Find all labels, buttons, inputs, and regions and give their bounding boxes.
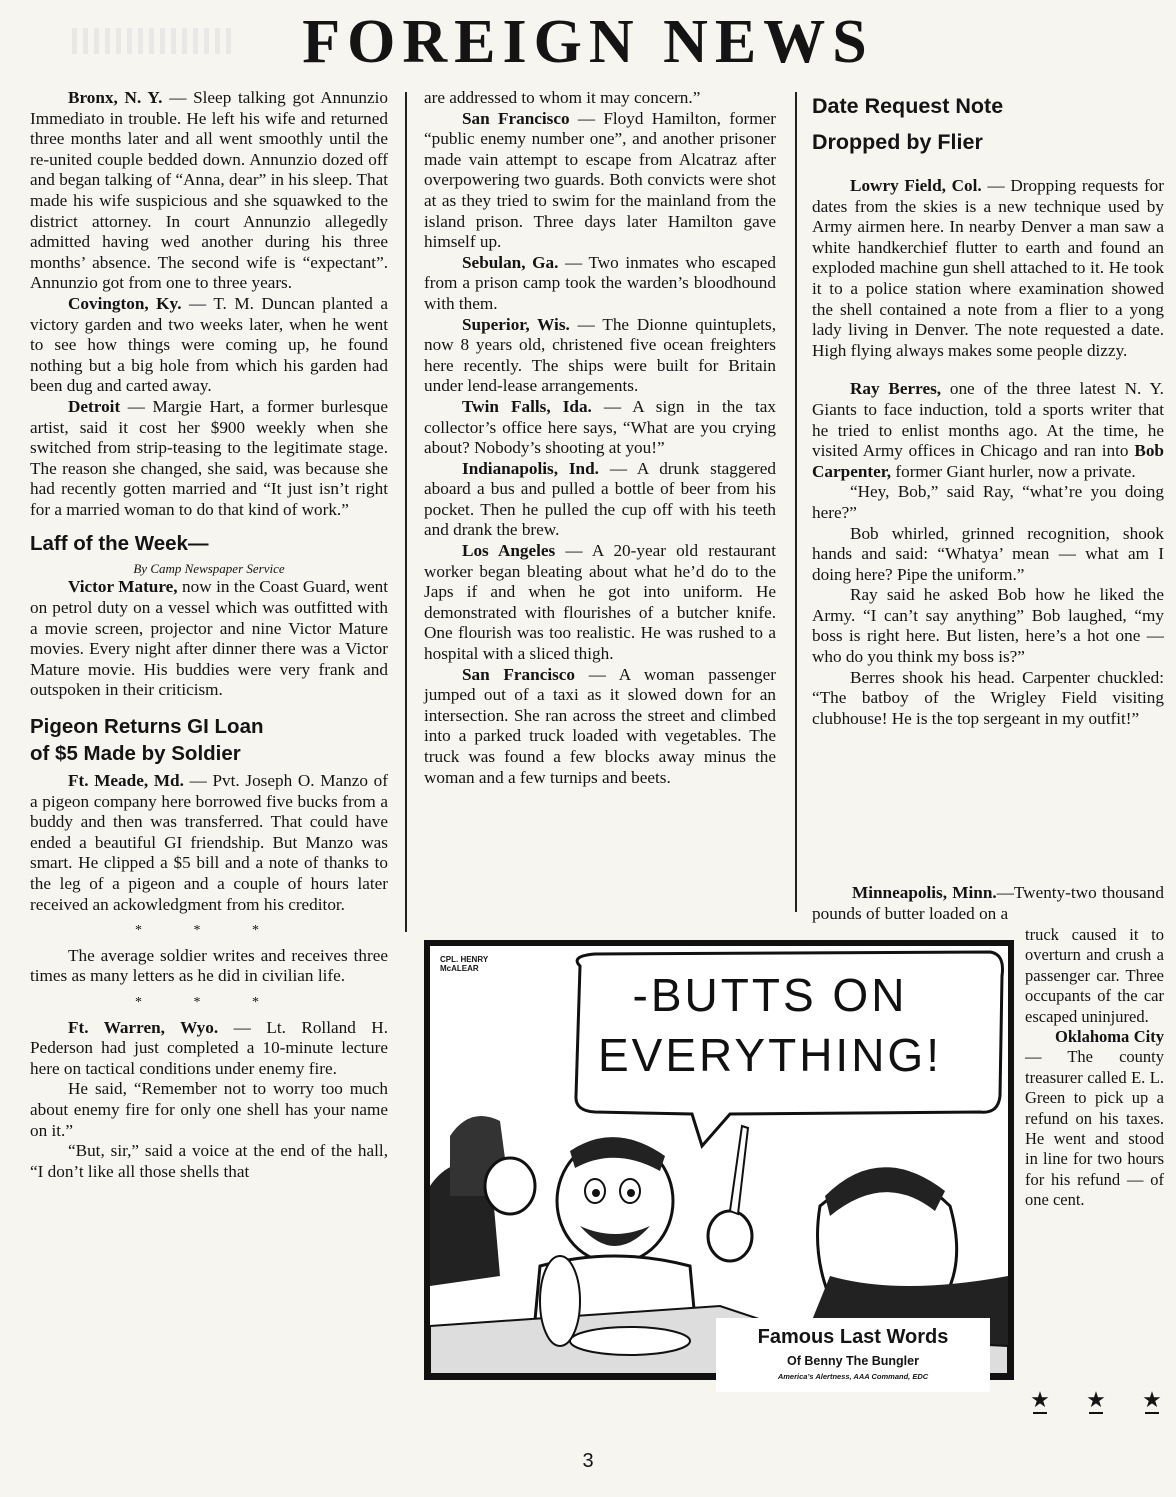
dateline: Indianapolis, Ind. <box>462 458 599 478</box>
dateline: Minneapolis, Minn. <box>852 883 997 902</box>
page-title: FOREIGN NEWS <box>302 8 874 76</box>
article-text: one of the three latest N. Y. Giants to face induction, told a sports writer that he tried to enlist months ago. At the time, he visited Army offices in Chicago and ran into <box>812 379 1164 461</box>
dateline: Ft. Warren, Wyo. <box>68 1017 219 1037</box>
dateline: San Francisco <box>462 664 576 684</box>
masthead <box>0 2 1176 86</box>
dateline: Covington, Ky. <box>68 293 182 313</box>
dateline: Los Angeles <box>462 541 556 561</box>
star-icon: ★ <box>1142 1387 1162 1412</box>
page-number: 3 <box>582 1450 594 1472</box>
narrow-column <box>1025 925 1164 1211</box>
person-name: Bob Carpenter, <box>812 441 1164 481</box>
article-oklahoma <box>1025 1027 1164 1211</box>
article-text: — The Dionne quintuplets, now 8 years old, christened five ocean freighters here recently. The ships were built for Britain under lend-lease arrangements. <box>424 314 776 396</box>
headline-pigeon-2: of $5 Made by Soldier <box>30 742 241 766</box>
star-ornaments <box>1020 1387 1170 1430</box>
dateline: Lowry Field, Col. <box>850 176 982 195</box>
article-text: — Margie Hart, a former burlesque artist, said it cost her $900 weekly when she switched from strip-teasing to the legitimate stage. The reason she changed, she said, was because she had recently gotten married and “It just isn’t right for a married woman to do that kind of work.” <box>30 396 388 519</box>
column-rule-2 <box>795 92 797 912</box>
section-break: * * * <box>135 923 283 939</box>
article-covington <box>30 294 388 397</box>
article-indianapolis <box>424 459 776 541</box>
dateline: Bronx, N. Y. <box>68 88 163 107</box>
star-rule <box>1145 1412 1159 1414</box>
headline-line-1: Date Request Note <box>812 94 1004 118</box>
headline-laff: Laff of the Week— <box>30 532 209 556</box>
dateline: Superior, Wis. <box>462 314 570 334</box>
article-los-angeles <box>424 541 776 665</box>
article-bronx <box>30 88 388 294</box>
article-minneapolis-cont: truck caused it to overturn and crush a passenger car. Three occupants of the car escaped uninjured. <box>1025 925 1164 1026</box>
speech-bubble-text <box>595 965 945 1085</box>
article-text: — A 20-year old restaurant worker began bleating about what he’d do to the Japs if and when he got into uniform. He demonstrated with flourishes of a butcher knife. One flourish was too realistic. He was rushed to a hospital with a sliced thigh. <box>424 541 776 664</box>
spacer <box>812 361 1164 379</box>
article-warren-3: “But, sir,” said a voice at the end of the hall, “I don’t like all those shells that <box>30 1141 388 1181</box>
article-berres-5: Berres shook his head. Carpenter chuckled: “The batboy of the Wrigley Field visiting clubhouse! He is the top sergeant in my outfit!” <box>812 667 1164 728</box>
article-warren <box>30 1018 388 1080</box>
section-break: * * * <box>135 994 283 1010</box>
article-text: — Pvt. Joseph O. Manzo of a pigeon company here borrowed five bucks from a buddy and then was transferred. That could have ended a beautiful GI friendship. But Manzo was smart. He clipped a $5 bill and a note of thanks to the leg of a pigeon and a couple of hours later received an ackowledgment from his creditor. <box>30 771 388 914</box>
bubble-line-2: EVERYTHING! <box>598 1029 942 1081</box>
article-text: — T. M. Duncan planted a victory garden and two weeks later, when he went to see how things were coming up, he found nothing but a big hole from which his garden had been dug and carted away. <box>30 293 388 396</box>
article-twinfalls <box>424 397 776 459</box>
dateline: San Francisco <box>462 108 570 128</box>
article-laff <box>30 577 388 701</box>
headline-line-2: Dropped by Flier <box>812 130 983 154</box>
article-text: — Sleep talking got Annunzio Immediato in trouble. He left his wife and returned three months later and all went smoothly until the re-united couple bedded down. Annunzio dozed off and began talking of “Anna, dear” in his sleep. That made his wife suspicious and she squawked to the district attorney. In court Annunzio allegedly admitted having wed another during his three months’ absence. The second wife is “expectant”. Annunzio got from one to three years. <box>30 88 388 293</box>
article-text: now in the Coast Guard, went on petrol duty on a vessel which was outfitted with a movie screen, projector and nine Victor Mature movies. Every night after dinner there was a Victor Mature movie. His buddies were very frank and outspoken in their criticism. <box>30 577 388 700</box>
article-minneapolis <box>812 883 1164 924</box>
column-2 <box>424 88 776 788</box>
article-text: — Dropping requests for dates from the skies is a new technique used by Army airmen here. In nearby Denver a man saw a white handkerchief flutter to earth and found an exploded machine gun shell attached to it. He took it to a police station where examination showed the shell contained a note from a flier to a yong lady living in Denver. The note requested a date. High flying always makes some people dizzy. <box>812 176 1164 360</box>
article-superior <box>424 315 776 397</box>
dateline: Sebulan, Ga. <box>462 252 559 272</box>
caption-title: Famous Last Words <box>757 1326 949 1348</box>
article-text: — A drunk staggered aboard a bus and pulled a bottle of beer from his pocket. Then he pulled the cup off with his teeth and drank the brew. <box>424 458 776 540</box>
article-berres-4: Ray said he asked Bob how he liked the Army. “I can’t say anything” Bob laughed, “my boss is right here. But listen, here’s a hot one — who do you think my boss is?” <box>812 585 1164 667</box>
article-sf-2 <box>424 665 776 789</box>
dateline: Victor Mature, <box>68 577 178 597</box>
article-letters: The average soldier writes and receives three times as many letters as he did in civilian life. <box>30 945 388 986</box>
cartoonist-signature: CPL. HENRY McALEAR <box>440 955 489 973</box>
article-pigeon <box>30 771 388 915</box>
article-warren-2: He said, “Remember not to worry too much about enemy fire for only one shell has your name on it.” <box>30 1079 388 1140</box>
article-berres <box>812 379 1164 482</box>
dateline: Ray Berres, <box>850 379 942 399</box>
dateline: Oklahoma City <box>1055 1027 1164 1047</box>
star-icon: ★ <box>1086 1387 1106 1412</box>
byline: By Camp Newspaper Service <box>133 561 285 577</box>
article-sebulan <box>424 253 776 315</box>
caption-subtitle: Of Benny The Bungler <box>787 1354 919 1368</box>
article-text: — The county treasurer called E. L. Green to pick up a refund on his taxes. He went and stood in line for two hours for his refund — of one cent. <box>1025 1047 1164 1210</box>
column-rule-1 <box>405 92 407 932</box>
article-berres-3: Bob whirled, grinned recognition, shook hands and said: “Whatya’ mean — what am I doing here? Pipe the uniform.” <box>812 523 1164 584</box>
star-icon: ★ <box>1030 1387 1050 1412</box>
article-text: —Twenty-two thousand pounds of butter loaded on a <box>812 883 1164 923</box>
headline-pigeon-1: Pigeon Returns GI Loan <box>30 715 264 739</box>
column-3 <box>812 88 1164 729</box>
article-text: — Lt. Rolland H. Pederson had just completed a 10-minute lecture here on tactical conditions under enemy fire. <box>30 1017 388 1078</box>
bubble-line-1: -BUTTS ON <box>632 969 908 1021</box>
caption-credit: America’s Alertness, AAA Command, EDC <box>777 1372 929 1381</box>
article-continued: are addressed to whom it may concern.” <box>424 88 701 107</box>
article-text: — Two inmates who escaped from a prison camp took the warden’s bloodhound with them. <box>424 252 776 313</box>
article-detroit <box>30 397 388 521</box>
dateline: Ft. Meade, Md. <box>68 771 184 791</box>
article-sf-1 <box>424 109 776 253</box>
article-berres-2: “Hey, Bob,” said Ray, “what’re you doing here?” <box>812 482 1164 522</box>
article-text: — Floyd Hamilton, former “public enemy number one”, and another prisoner made vain attempt to escape from Alcatraz after overpowering two guards. Both convicts were shot at as they tried to swim for the mainland from the island prison. Three days later Hamilton gave himself up. <box>424 108 776 252</box>
article-lowry <box>812 176 1164 361</box>
article-text: former Giant hurler, now a private. <box>891 461 1136 481</box>
cartoon-caption <box>716 1318 990 1392</box>
article-text: — A woman passenger jumped out of a taxi as it slowed down for an intersection. She ran across the street and climbed into a parked truck loaded with vegetables. The truck was found a few blocks away minus the woman and a few turnips and beets. <box>424 664 776 787</box>
headline-date-request <box>812 88 1164 160</box>
star-rule <box>1033 1412 1047 1414</box>
column-1 <box>30 88 388 1182</box>
dateline: Detroit <box>68 396 121 416</box>
star-rule <box>1089 1412 1103 1414</box>
dateline: Twin Falls, Ida. <box>462 396 592 416</box>
article-text: — A sign in the tax collector’s office here says, “What are you crying about? Nobody’s shooting at you!” <box>424 396 777 458</box>
